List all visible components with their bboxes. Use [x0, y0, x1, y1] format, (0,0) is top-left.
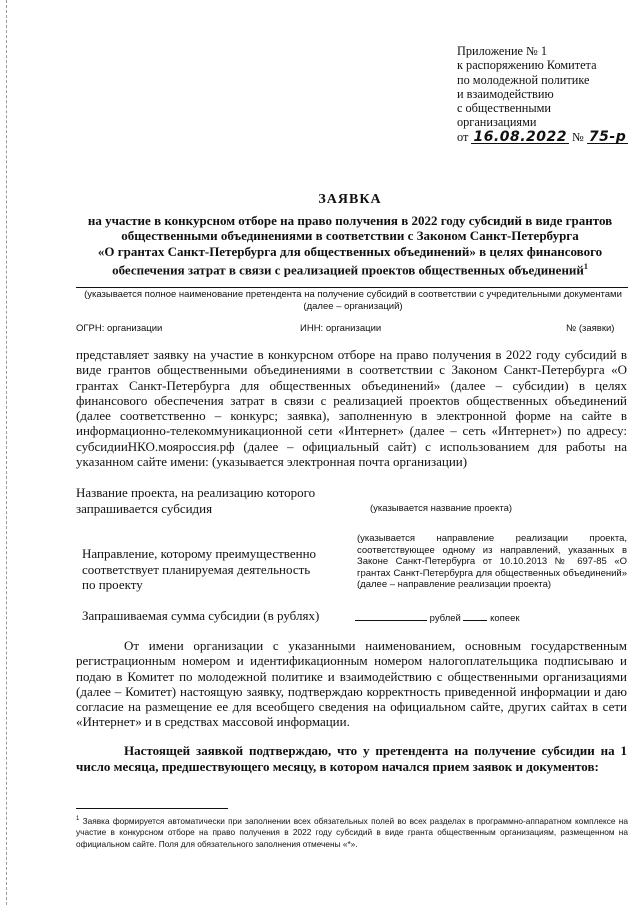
applicant-note: (указывается полное наименование претендента на получение субсидий в соответствии с учредительными документами (далее – организаций)	[84, 289, 622, 312]
appendix-line: и взаимодействию	[457, 86, 554, 101]
footnote-separator	[76, 808, 228, 809]
appendix-date-row	[457, 130, 632, 144]
title-main: ЗАЯВКА	[318, 192, 382, 207]
appendix-line: к распоряжению Комитета	[457, 58, 597, 73]
project-name-label: Название проекта, на реализацию которого запрашивается субсидия	[76, 485, 316, 516]
appendix-header	[457, 44, 632, 144]
title-line: обеспечения затрат в связи с реализацией проектов общественных объединений	[112, 262, 584, 278]
footnote-ref: 1	[583, 262, 588, 271]
scan-edge-line	[6, 0, 8, 905]
title-line: «О грантах Санкт-Петербурга для общественных объединений» в целях финансового	[97, 243, 603, 259]
handwritten-date: 16.08.2022	[473, 128, 568, 145]
date-prefix: от	[457, 129, 469, 144]
confirm-paragraph: Настоящей заявкой подтверждаю, что у претендента на получение субсидии на 1 число месяца, предшествующего месяцу, в котором начался прием заявок и документов:	[76, 743, 627, 774]
kopeks-word: копеек	[490, 613, 520, 624]
title-line: на участие в конкурсном отборе на право получения в 2022 году субсидий в виде грантов	[87, 212, 613, 228]
title-line-last	[70, 259, 630, 278]
rubles-blank	[355, 610, 427, 621]
title-line: общественными объединениями в соответствии с Законом Санкт-Петербурга	[121, 228, 579, 243]
applicant-name-line	[76, 287, 628, 288]
appendix-line: Приложение № 1	[457, 44, 548, 58]
handwritten-number: 75-р	[588, 128, 627, 145]
kopeks-blank	[463, 610, 487, 621]
consent-paragraph: От имени организации с указанными наименованием, основным государственным регистрационным номером и идентификационным номером налогоплательщика подписываю и подаю в Комитет по молодежной политике и взаимодействию с общественными организациями (далее – Комитет) настоящую заявку, подтверждаю корректность приведенной информации и даю согласие на размещение ее для всеобщего сведения на официальном сайте, других сайтах в сети «Интернет» и в средствах массовой информации.	[76, 638, 627, 730]
appendix-line: с общественными	[457, 101, 551, 116]
amount-label: Запрашиваемая сумма субсидии (в рублях)	[82, 608, 320, 623]
footnote	[76, 814, 628, 850]
footnote-mark: 1	[76, 816, 80, 822]
document-title	[70, 192, 630, 278]
rubles-word: рублей	[429, 613, 461, 624]
direction-hint: (указывается направление реализации проекта, соответствующее одному из направлений, указанных в Законе Санкт-Петербурга от 10.10.2013 № 697-85 «О грантах Санкт-Петербурга для общественных объединений» (далее – направление реализации проекта)	[357, 533, 627, 590]
inn-label: ИНН: организации	[300, 323, 382, 334]
footnote-text: Заявка формируется автоматически при заполнении всех обязательных полей во всех разделах в программно-аппаратном комплексе на участие в конкурсном отборе на право получения в 2022 году субсидий в виде гранта общественным организациям, размещенном на официальном сайте. Поля для обязательного заполнения отмечены «*».	[76, 815, 628, 849]
project-name-hint: (указывается название проекта)	[370, 503, 513, 514]
application-number-label: № (заявки)	[566, 323, 615, 334]
appendix-line: организациями	[457, 115, 537, 130]
ogrn-label: ОГРН: организации	[76, 323, 163, 334]
number-prefix: №	[572, 129, 584, 144]
amount-field	[355, 610, 520, 625]
intro-paragraph: представляет заявку на участие в конкурсном отборе на право получения в 2022 году субсидий в виде грантов общественными объединениями в соответствии с Законом Санкт-Петербурга «О грантах Санкт-Петербурга для общественных объединений» (далее – субсидии) в целях финансового обеспечения затрат в связи с реализацией проектов общественных объединений (далее соответственно – конкурс; заявка), заполненную в электронной форме на сайте в информационно-телекоммуникационной сети «Интернет» (далее – сеть «Интернет») по адресу: субсидииНКО.мояроссия.рф (далее – официальный сайт) с использованием для работы на указанном сайте имени: (указывается электронная почта организации)	[76, 347, 627, 470]
appendix-line: по молодежной политике	[457, 72, 590, 87]
direction-label: Направление, которому преимущественно соответствует планируемая деятельность по проекту	[82, 546, 317, 592]
